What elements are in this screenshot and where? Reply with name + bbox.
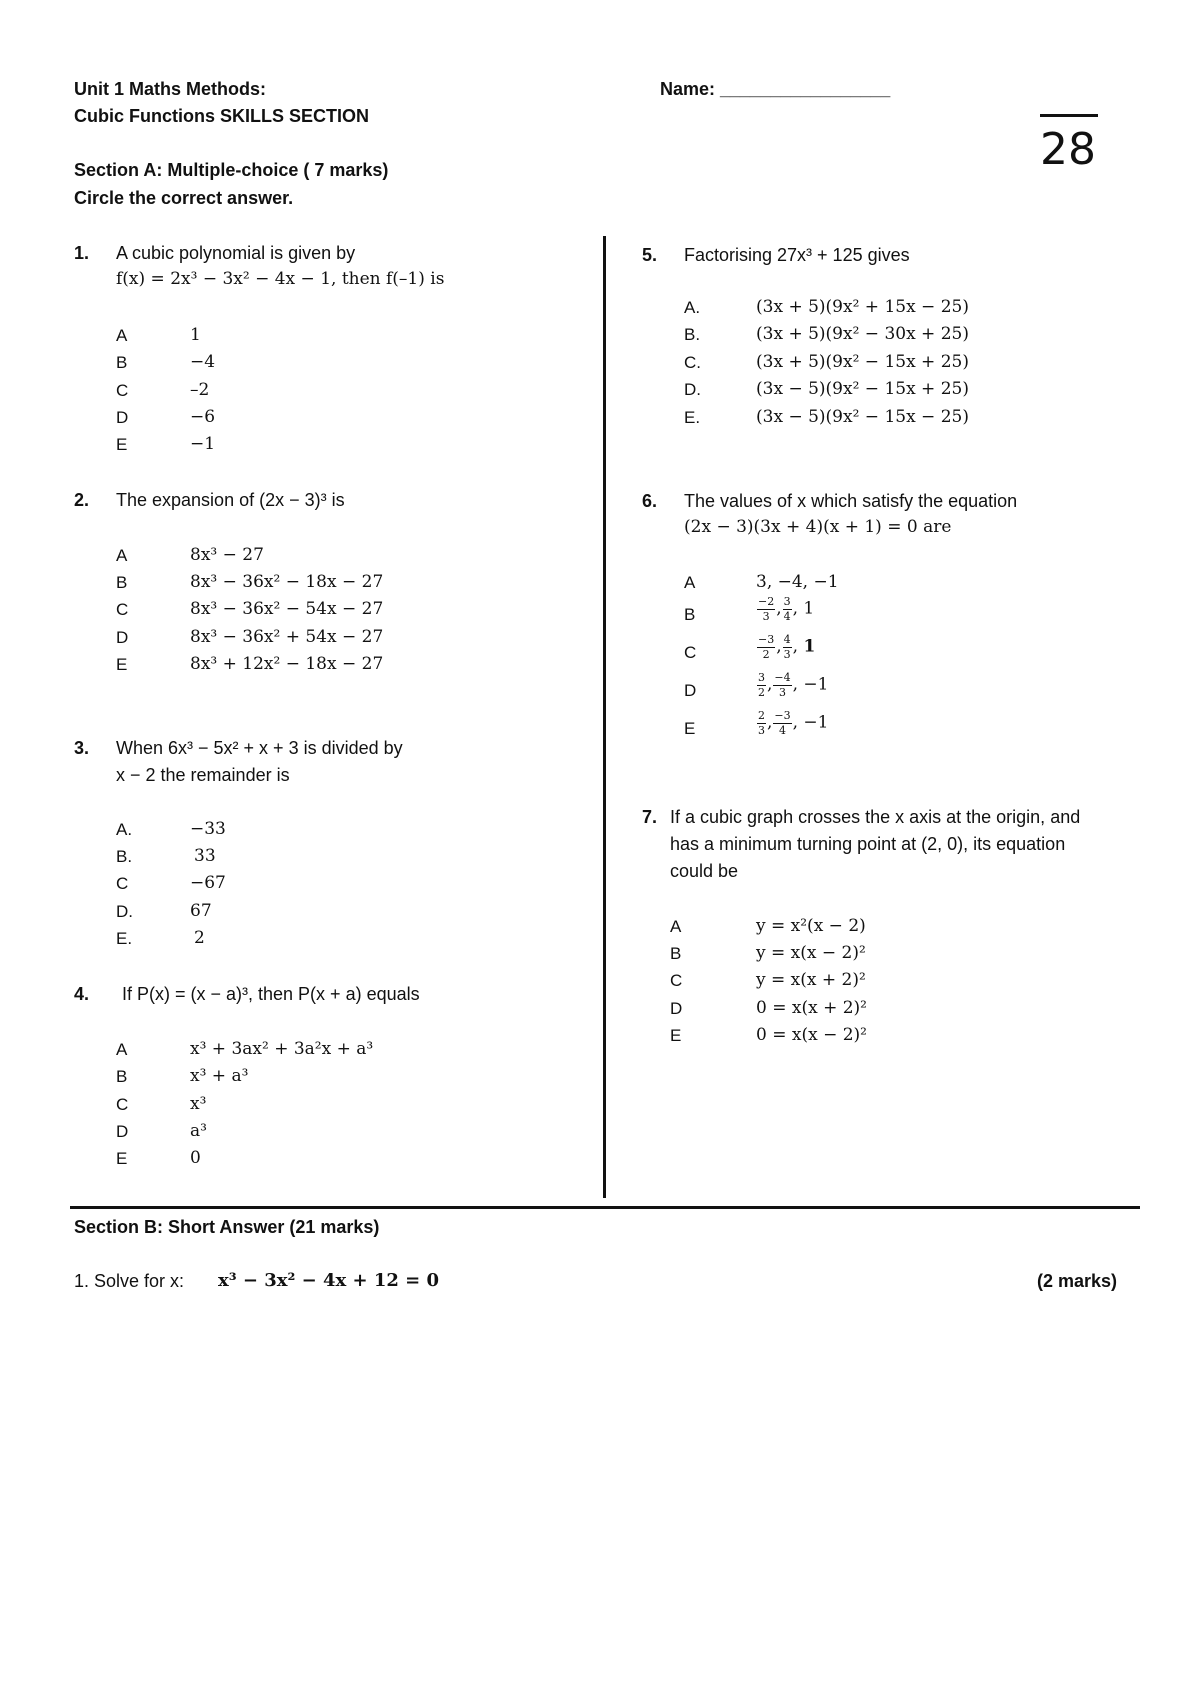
section-b-q1-equation: x³ − 3x² − 4x + 12 = 0 (218, 1270, 440, 1291)
q1-option-c-value[interactable]: –2 (190, 380, 210, 400)
q5-option-b-value[interactable]: (3x + 5)(9x² − 30x + 25) (756, 324, 969, 344)
q3-number: 3. (74, 738, 90, 758)
q4-option-d-label[interactable]: D (116, 1122, 129, 1141)
q7-option-d-label[interactable]: D (670, 999, 683, 1018)
q1-option-d-label[interactable]: D (116, 408, 129, 427)
q4-option-b-label[interactable]: B (116, 1067, 128, 1086)
q7-option-a-value[interactable]: y = x²(x − 2) (756, 916, 866, 936)
q6e-frac2: $\frac{-3}{4}$ (774, 709, 791, 737)
q4-option-a-label[interactable]: A (116, 1040, 128, 1059)
q6-option-a-value[interactable]: 3, −4, −1 (756, 572, 839, 592)
q1-number: 1. (74, 243, 90, 263)
q6-number: 6. (642, 491, 658, 511)
q1-stem-line2: f(x) = 2x³ − 3x² − 4x − 1, then f(–1) is (116, 269, 445, 289)
q6b-frac1: $\frac{-2}{3}$ (758, 595, 775, 623)
q1-option-e-value[interactable]: −1 (190, 434, 216, 454)
section-b-q1-prefix: 1. Solve for x: (74, 1271, 185, 1291)
column-divider (603, 236, 606, 1198)
q6-stem-line2: (2x − 3)(3x + 4)(x + 1) = 0 are (684, 517, 952, 537)
q2-option-a-value[interactable]: 8x³ − 27 (190, 545, 264, 565)
q1-option-a-value[interactable]: 1 (190, 325, 201, 345)
q3-stem-line2: x − 2 the remainder is (116, 765, 290, 785)
q4-option-c-label[interactable]: C (116, 1095, 129, 1114)
q3-option-e-value[interactable]: 2 (194, 928, 205, 948)
q3-option-d-label[interactable]: D. (116, 902, 133, 921)
q7-option-b-label[interactable]: B (670, 944, 682, 963)
q4-option-d-value[interactable]: a³ (190, 1121, 207, 1141)
q1-option-d-value[interactable]: −6 (190, 407, 216, 427)
q6d-frac2: $\frac{-4}{3}$ (774, 671, 791, 699)
q4-option-e-label[interactable]: E (116, 1149, 128, 1168)
q6b-frac2: $\frac{3}{4}$ (783, 595, 791, 623)
q2-stem: The expansion of (2x − 3)³ is (116, 490, 345, 510)
q5-stem: Factorising 27x³ + 125 gives (684, 245, 910, 265)
q5-option-b-label[interactable]: B. (684, 325, 701, 344)
q7-option-c-label[interactable]: C (670, 971, 683, 990)
q3-stem-line1: When 6x³ − 5x² + x + 3 is divided by (116, 738, 403, 758)
q1-option-e-label[interactable]: E (116, 435, 128, 454)
q6-option-d-label[interactable]: D (684, 681, 697, 700)
q7-option-e-label[interactable]: E (670, 1026, 682, 1045)
q4-option-e-value[interactable]: 0 (190, 1148, 201, 1168)
section-b-q1-marks: (2 marks) (1037, 1271, 1118, 1291)
q7-stem-line1: If a cubic graph crosses the x axis at the origin, and (670, 807, 1081, 827)
q1-option-b-value[interactable]: −4 (190, 352, 216, 372)
q7-stem-line3: could be (670, 861, 739, 881)
q6e-frac1: $\frac{2}{3}$ (758, 709, 765, 737)
q2-option-b-label[interactable]: B (116, 573, 128, 592)
q2-option-d-value[interactable]: 8x³ − 36x² + 54x − 27 (190, 627, 384, 647)
q6c-frac1: $\frac{-3}{2}$ (758, 633, 775, 661)
q3-option-b-value[interactable]: 33 (194, 846, 216, 866)
q1-option-b-label[interactable]: B (116, 353, 128, 372)
q6-stem-line1: The values of x which satisfy the equation (684, 491, 1018, 511)
q3-option-a-label[interactable]: A. (116, 820, 133, 839)
q2-option-e-label[interactable]: E (116, 655, 128, 674)
q6-option-e-value[interactable]: $\frac{2}{3}$ , $\frac{-3}{4}$ , −1 (758, 709, 829, 737)
q3-option-c-value[interactable]: −67 (190, 873, 226, 893)
q6c-frac2: $\frac{4}{3}$ (783, 633, 791, 661)
q6-option-b-label[interactable]: B (684, 605, 696, 624)
q5-option-d-label[interactable]: D. (684, 380, 701, 399)
section-a-title: Section A: Multiple-choice ( 7 marks) (74, 160, 389, 180)
q3-option-c-label[interactable]: C (116, 874, 129, 893)
q6-option-e-label[interactable]: E (684, 719, 696, 738)
q3-option-b-label[interactable]: B. (116, 847, 133, 866)
unit-title: Unit 1 Maths Methods: (74, 79, 266, 99)
q7-stem-line2: has a minimum turning point at (2, 0), its equation (670, 834, 1066, 854)
q7-option-b-value[interactable]: y = x(x − 2)² (756, 943, 866, 963)
section-divider (70, 1206, 1140, 1209)
q5-option-c-value[interactable]: (3x + 5)(9x² − 15x + 25) (756, 352, 969, 372)
q2-option-d-label[interactable]: D (116, 628, 129, 647)
total-marks: 28 (1040, 124, 1096, 175)
section-a-instruction: Circle the correct answer. (74, 188, 294, 208)
q4-option-b-value[interactable]: x³ + a³ (190, 1066, 249, 1086)
name-field[interactable]: Name: _________________ (660, 79, 891, 99)
topic-title: Cubic Functions SKILLS SECTION (74, 106, 370, 126)
q1-option-a-label[interactable]: A (116, 326, 128, 345)
q6d-frac1: $\frac{3}{2}$ (758, 671, 765, 699)
q4-option-c-value[interactable]: x³ (190, 1094, 207, 1114)
q5-option-a-label[interactable]: A. (684, 298, 701, 317)
q5-number: 5. (642, 245, 658, 265)
q4-stem: If P(x) = (x − a)³, then P(x + a) equals (122, 984, 420, 1004)
q2-option-b-value[interactable]: 8x³ − 36x² − 18x − 27 (190, 572, 384, 592)
q7-number: 7. (642, 807, 658, 827)
q4-number: 4. (74, 984, 90, 1004)
q5-option-d-value[interactable]: (3x − 5)(9x² − 15x + 25) (756, 379, 969, 399)
q4-option-a-value[interactable]: x³ + 3ax² + 3a²x + a³ (190, 1039, 374, 1059)
q2-option-c-label[interactable]: C (116, 600, 129, 619)
q2-option-e-value[interactable]: 8x³ + 12x² − 18x − 27 (190, 654, 384, 674)
q2-number: 2. (74, 490, 90, 510)
q6-option-c-label[interactable]: C (684, 643, 697, 662)
q7-option-d-value[interactable]: 0 = x(x + 2)² (756, 998, 867, 1018)
q2-option-a-label[interactable]: A (116, 546, 128, 565)
q3-option-a-value[interactable]: −33 (190, 819, 226, 839)
q7-option-a-label[interactable]: A (670, 917, 682, 936)
q6-option-d-value[interactable]: $\frac{3}{2}$ , $\frac{-4}{3}$ , −1 (758, 671, 829, 699)
q2-option-c-value[interactable]: 8x³ − 36x² − 54x − 27 (190, 599, 384, 619)
q3-option-e-label[interactable]: E. (116, 929, 133, 948)
q6-option-a-label[interactable]: A (684, 573, 696, 592)
q5-option-a-value[interactable]: (3x + 5)(9x² + 15x − 25) (756, 297, 969, 317)
q1-stem-line1: A cubic polynomial is given by (116, 243, 356, 263)
q3-option-d-value[interactable]: 67 (190, 901, 212, 921)
q5-option-e-value[interactable]: (3x − 5)(9x² − 15x − 25) (756, 407, 969, 427)
q6-option-c-value[interactable]: $\frac{-3}{2}$ , $\frac{4}{3}$ , 1 (758, 633, 816, 661)
q6-option-b-value[interactable]: $\frac{-2}{3}$ , $\frac{3}{4}$ , 1 (758, 595, 815, 623)
q5-option-c-label[interactable]: C. (684, 353, 701, 372)
q5-option-e-label[interactable]: E. (684, 408, 701, 427)
section-b-title: Section B: Short Answer (21 marks) (74, 1217, 380, 1237)
q1-option-c-label[interactable]: C (116, 381, 129, 400)
q7-option-e-value[interactable]: 0 = x(x − 2)² (756, 1025, 867, 1045)
q7-option-c-value[interactable]: y = x(x + 2)² (756, 970, 866, 990)
score-bar (1040, 114, 1098, 117)
